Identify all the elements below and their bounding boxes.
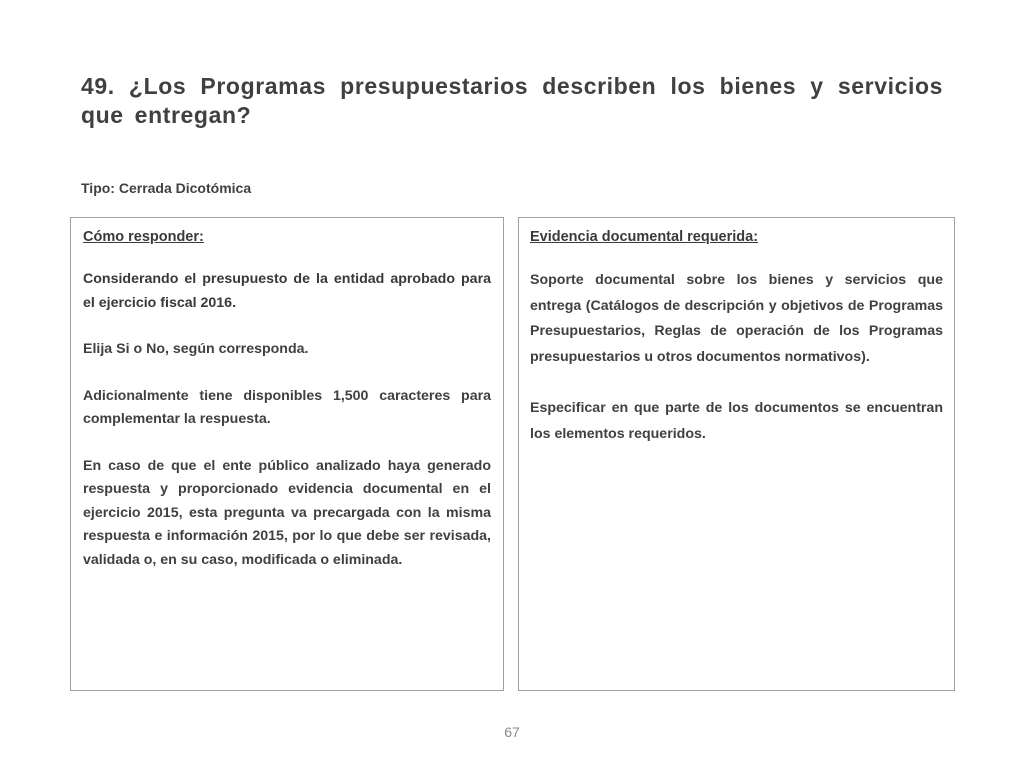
characters-available-instruction: Adicionalmente tiene disponibles 1,500 caracteres para complementar la respuesta. <box>83 387 491 427</box>
question-title: 49. ¿Los Programas presupuestarios describen los bienes y servicios que entregan? <box>81 73 943 128</box>
required-evidence-panel <box>518 217 955 691</box>
budget-instruction <box>83 268 491 315</box>
choose-yes-no-instruction: Elija Si o No, según corresponda. <box>83 341 309 357</box>
how-to-answer-panel <box>70 217 504 691</box>
budget-instruction-period: . <box>232 294 237 311</box>
how-to-answer-heading <box>83 228 491 246</box>
specify-location-text: Especificar en que parte de los documentos se encuentran los elementos requeridos. <box>530 400 943 442</box>
budget-instruction-text: Considerando el presupuesto de la entidad aprobado para el ejercicio fiscal 2016 <box>83 271 491 311</box>
how-to-answer-heading-text: Cómo responder: <box>83 229 204 245</box>
required-evidence-heading-text: Evidencia documental requerida: <box>530 229 759 245</box>
required-evidence-heading <box>530 228 943 246</box>
question-type: Tipo: Cerrada Dicotómica <box>81 180 252 196</box>
required-evidence-content <box>530 228 943 473</box>
documentary-support-text: Soporte documental sobre los bienes y servicios que entrega (Catálogos de descripción y objetivos de Programas Presupuestarios, Reglas de operación de los Programas presupuestarios u otros documentos normativos). <box>530 272 943 365</box>
page-number: 67 <box>504 724 520 740</box>
how-to-answer-content <box>83 228 491 595</box>
preloaded-answer-instruction: En caso de que el ente público analizado haya generado respuesta y proporcionado evidencia documental en el ejercicio 2015, esta pregunta va precargada con la misma respuesta e información 2015, por lo que debe ser revisada, validada o, en su caso, modificada o eliminada. <box>83 457 491 568</box>
